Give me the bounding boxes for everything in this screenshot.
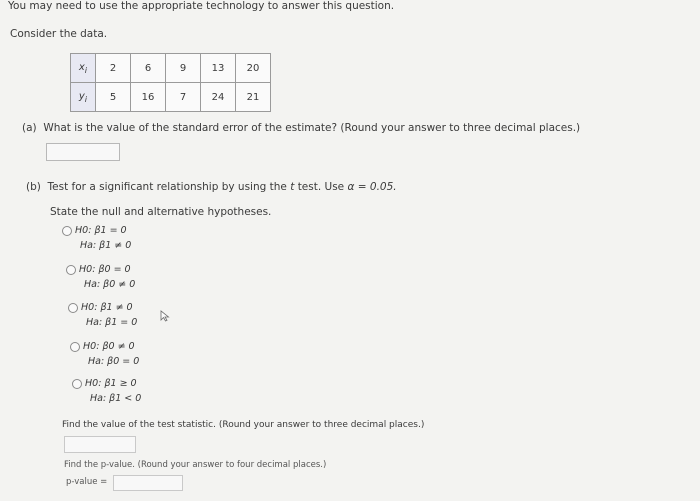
- test-statistic-prompt: Find the value of the test statistic. (Round your answer to three decimal places.): [62, 420, 425, 430]
- x-cell: 2: [96, 54, 131, 83]
- x-label: $x_i$: [71, 54, 96, 83]
- hypothesis-option-3[interactable]: H0: β1 ≠ 0 Ha: β1 = 0: [68, 302, 137, 328]
- p-value-label: p-value =: [66, 477, 108, 487]
- y-cell: 16: [131, 83, 166, 112]
- hypothesis-prompt: State the null and alternative hypotheses.: [50, 206, 272, 218]
- table-row: [71, 54, 271, 83]
- radio-button[interactable]: [66, 265, 76, 275]
- consider-text: Consider the data.: [10, 28, 108, 40]
- test-statistic-input[interactable]: [64, 436, 136, 453]
- hypothesis-option-1[interactable]: H0: β1 = 0 Ha: β1 ≠ 0: [62, 225, 131, 251]
- radio-button[interactable]: [62, 226, 72, 236]
- mouse-cursor-icon: [160, 310, 170, 322]
- p-value-prompt: Find the p-value. (Round your answer to four decimal places.): [64, 460, 327, 470]
- x-cell: 6: [131, 54, 166, 83]
- y-cell: 21: [236, 83, 271, 112]
- hypothesis-option-5[interactable]: H0: β1 ≥ 0 Ha: β1 < 0: [72, 378, 141, 404]
- std-error-input[interactable]: [46, 143, 120, 161]
- y-label: $y_i$: [71, 83, 96, 112]
- part-b-question: (b) Test for a significant relationship by using the t test. Use α = 0.05.: [26, 181, 397, 193]
- x-cell: 9: [166, 54, 201, 83]
- radio-button[interactable]: [68, 303, 78, 313]
- data-table: [70, 53, 271, 112]
- intro-text: You may need to use the appropriate technology to answer this question.: [8, 0, 395, 12]
- y-cell: 24: [201, 83, 236, 112]
- radio-button[interactable]: [72, 379, 82, 389]
- hypothesis-option-2[interactable]: H0: β0 = 0 Ha: β0 ≠ 0: [66, 264, 135, 290]
- part-a-question: (a) What is the value of the standard error of the estimate? (Round your answer to three decimal places.): [22, 122, 581, 134]
- table-row: [71, 83, 271, 112]
- hypothesis-option-4[interactable]: H0: β0 ≠ 0 Ha: β0 = 0: [70, 341, 139, 367]
- x-cell: 13: [201, 54, 236, 83]
- radio-button[interactable]: [70, 342, 80, 352]
- y-cell: 7: [166, 83, 201, 112]
- p-value-input[interactable]: [113, 475, 183, 491]
- x-cell: 20: [236, 54, 271, 83]
- y-cell: 5: [96, 83, 131, 112]
